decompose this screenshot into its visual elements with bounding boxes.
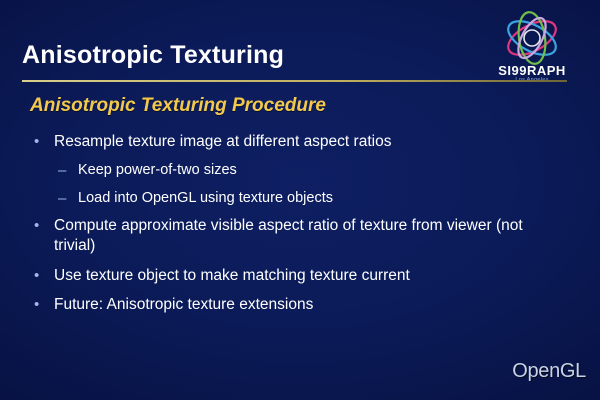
list-item [26, 295, 566, 315]
bullet-marker-icon: • [34, 216, 40, 234]
title-divider [22, 80, 567, 82]
opengl-wordmark: OpenGL [512, 360, 586, 382]
list-item [26, 189, 566, 208]
siggraph-rings-icon [476, 8, 588, 68]
list-item-label: Resample texture image at different aspect ratios [54, 133, 392, 150]
list-item-label: Future: Anisotropic texture extensions [54, 296, 314, 314]
bullet-dash-icon: – [58, 189, 67, 207]
slide-subtitle: Anisotropic Texturing Procedure [30, 95, 326, 116]
list-item [26, 161, 566, 180]
list-item-label: Keep power-of-two sizes [78, 162, 237, 179]
list-item [26, 132, 566, 152]
title-block [22, 42, 422, 70]
list-item-label: Load into OpenGL using texture objects [78, 189, 333, 206]
bullet-marker-icon: • [34, 133, 40, 150]
bullet-marker-icon: • [34, 296, 40, 314]
bullet-list [26, 132, 566, 325]
bullet-marker-icon: • [34, 266, 40, 284]
siggraph-wordmark: SI99RAPH [498, 63, 566, 78]
list-item [26, 266, 566, 286]
bullet-dash-icon: – [58, 162, 67, 180]
page-title: Anisotropic Texturing [22, 41, 285, 69]
opengl-logo [466, 356, 586, 390]
list-item [26, 216, 566, 257]
list-item-label: Compute approximate visible aspect ratio of texture from viewer (not trivial) [54, 216, 523, 255]
list-item-label: Use texture object to make matching texture current [54, 266, 410, 284]
